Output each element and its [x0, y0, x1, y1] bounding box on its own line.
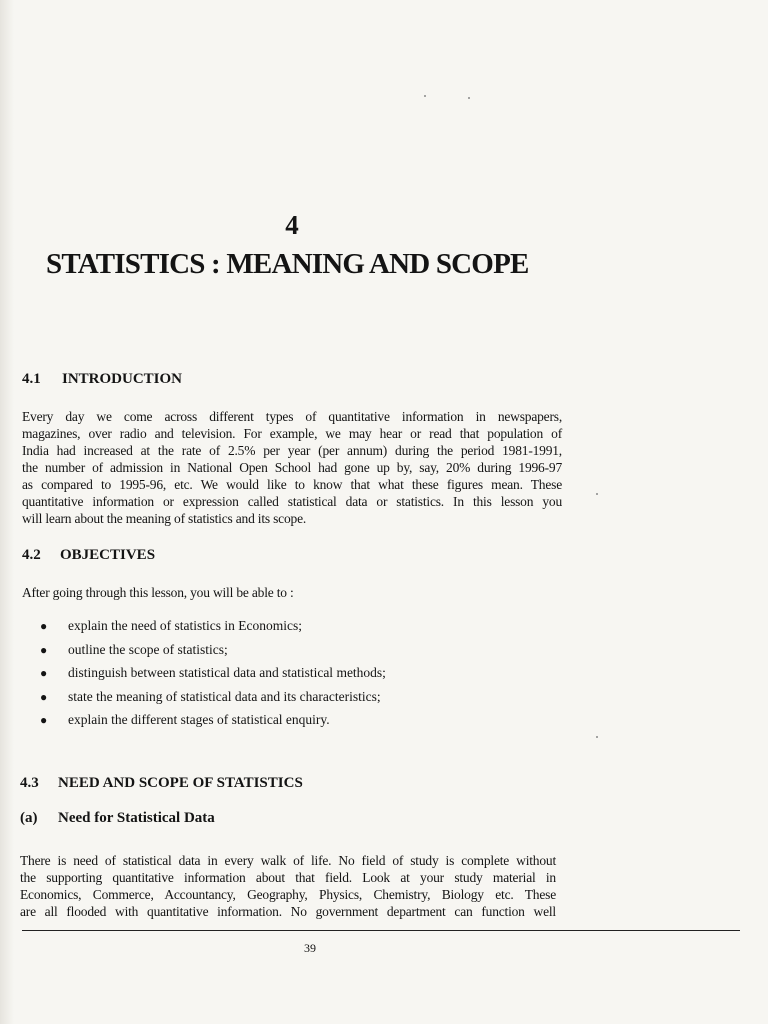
- objective-text: outline the scope of statistics;: [68, 641, 228, 657]
- paragraph-line: magazines, over radio and television. For example, we may hear or read that population of: [22, 426, 562, 441]
- subsection-heading-need-for-data: [20, 810, 215, 827]
- objective-item: [40, 689, 386, 713]
- objective-item: [40, 642, 386, 666]
- need-for-data-paragraph: [20, 852, 556, 920]
- section-heading-introduction: [22, 371, 182, 388]
- section-title: NEED AND SCOPE OF STATISTICS: [58, 775, 303, 791]
- objective-text: explain the different stages of statistical enquiry.: [68, 712, 330, 727]
- paragraph-line: India had increased at the rate of 2.5% per year (per annum) during the period 1981-1991,: [22, 443, 562, 458]
- paragraph-line: the number of admission in National Open School had gone up by, say, 20% during 1996-97: [22, 460, 562, 475]
- section-heading-need-scope: [20, 775, 303, 792]
- footer-rule: [22, 930, 740, 931]
- paragraph-line: will learn about the meaning of statistics and its scope.: [22, 511, 307, 526]
- objective-text: state the meaning of statistical data and its characteristics;: [68, 688, 381, 704]
- objective-item: [40, 618, 386, 642]
- scan-speck: [596, 736, 598, 738]
- paragraph-line: as compared to 1995-96, etc. We would like to know that what these figures mean. These: [22, 477, 562, 492]
- bullet-icon: ●: [40, 666, 48, 680]
- page-number: 39: [304, 941, 316, 955]
- section-number: 4.2: [22, 547, 41, 563]
- section-number: 4.3: [20, 775, 39, 791]
- chapter-number: 4: [285, 210, 299, 240]
- objective-text: distinguish between statistical data and statistical methods;: [68, 665, 386, 680]
- scan-edge-shadow: [0, 0, 14, 1024]
- bullet-icon: ●: [40, 689, 48, 704]
- section-title: OBJECTIVES: [60, 547, 156, 563]
- objectives-lead: After going through this lesson, you will be able to :: [22, 585, 294, 600]
- objective-text: explain the need of statistics in Economics;: [68, 618, 302, 633]
- objectives-list: [40, 618, 386, 736]
- bullet-icon: ●: [40, 642, 48, 657]
- introduction-paragraph: [22, 408, 562, 527]
- subsection-title: Need for Statistical Data: [58, 810, 215, 826]
- chapter-title: STATISTICS : MEANING AND SCOPE: [46, 248, 529, 280]
- paragraph-line: There is need of statistical data in every walk of life. No field of study is complete without: [20, 853, 556, 868]
- paragraph-line: Every day we come across different types of quantitative information in newspapers,: [22, 409, 562, 424]
- bullet-icon: ●: [40, 713, 48, 727]
- scan-speck: [424, 95, 426, 97]
- scan-speck: [468, 97, 470, 99]
- subsection-label: (a): [20, 810, 38, 826]
- section-number: 4.1: [22, 371, 41, 387]
- paragraph-line: Economics, Commerce, Accountancy, Geography, Physics, Chemistry, Biology etc. These: [20, 887, 556, 902]
- objective-item: [40, 712, 386, 736]
- objective-item: [40, 665, 386, 689]
- section-heading-objectives: [22, 547, 155, 564]
- paragraph-line: are all flooded with quantitative information. No government department can function well: [20, 904, 556, 919]
- paragraph-line: the supporting quantitative information about that field. Look at your study material in: [20, 870, 556, 885]
- section-title: INTRODUCTION: [62, 371, 183, 387]
- bullet-icon: ●: [40, 619, 48, 633]
- scan-speck: [596, 493, 598, 495]
- paragraph-line: quantitative information or expression called statistical data or statistics. In this lesson you: [22, 494, 562, 509]
